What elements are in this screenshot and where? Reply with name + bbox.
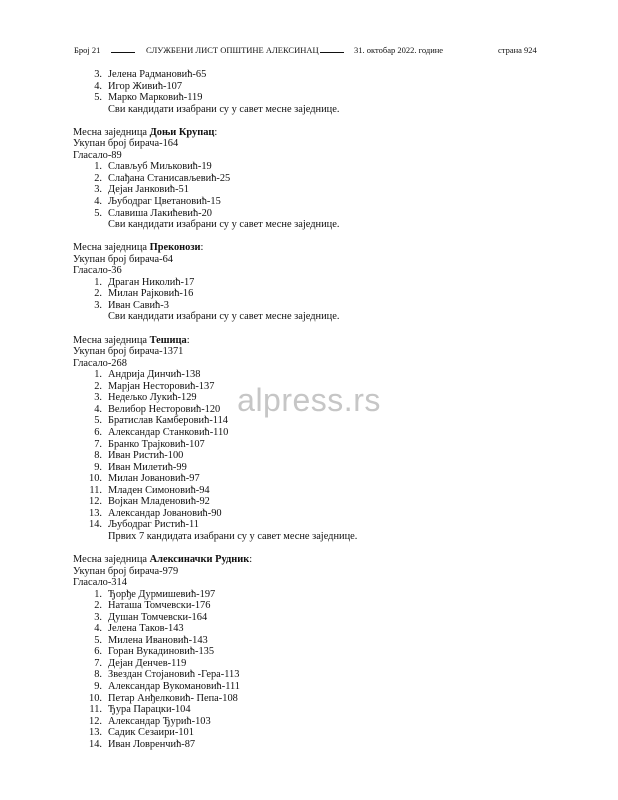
item-number: 12. [89, 715, 102, 727]
list-item [73, 496, 543, 508]
item-number: 13. [89, 727, 102, 739]
list-item [73, 173, 543, 185]
voters-total: Укупан број бирача-64 [73, 253, 173, 265]
item-number: 9. [94, 680, 102, 692]
list-item [73, 623, 543, 635]
list-item [73, 288, 543, 300]
community-heading [73, 335, 543, 347]
community-prefix: Месна заједница [73, 334, 150, 346]
item-text: Братислав Камберовић-114 [108, 415, 228, 427]
spacer [73, 323, 543, 335]
item-number: 1. [94, 161, 102, 173]
item-text: Милена Ивановић-143 [108, 634, 208, 646]
list-item [73, 727, 543, 739]
list-item [73, 693, 543, 705]
item-number: 2. [94, 380, 102, 392]
item-text: Иван Милетић-99 [108, 461, 187, 473]
spacer [73, 542, 543, 554]
item-number: 14. [89, 519, 102, 531]
votes-cast: Гласало-89 [73, 149, 122, 161]
page-number: страна 924 [498, 45, 537, 55]
community-prefix: Месна заједница [73, 126, 150, 138]
item-number: 5. [94, 207, 102, 219]
item-number: 4. [94, 403, 102, 415]
item-number: 3. [94, 69, 102, 80]
item-number: 5. [94, 92, 102, 104]
list-item [73, 612, 543, 624]
item-text: Младен Симоновић-94 [108, 484, 210, 496]
item-number: 6. [94, 426, 102, 438]
list-item [73, 450, 543, 462]
community-suffix: : [214, 126, 218, 138]
item-number: 5. [94, 634, 102, 646]
election-note: Првих 7 кандидата изабрани су у савет месне заједнице. [108, 530, 358, 542]
list-item [73, 300, 543, 312]
community-name: Алексиначки Рудник [149, 553, 250, 565]
item-text: Александар Јовановић-90 [108, 507, 222, 519]
item-text: Јелена Радмановић-65 [108, 69, 207, 80]
item-text: Марко Марковић-119 [108, 92, 203, 104]
item-number: 11. [89, 484, 102, 496]
item-text: Дејан Денчев-119 [108, 657, 187, 669]
list-item [73, 600, 543, 612]
item-number: 4. [94, 80, 102, 92]
item-number: 4. [94, 623, 102, 635]
community-suffix: : [200, 242, 204, 254]
voters-total: Укупан број бирача-1371 [73, 346, 184, 358]
spacer [73, 231, 543, 243]
item-text: Милан Јовановић-97 [108, 473, 200, 485]
item-number: 3. [94, 392, 102, 404]
item-text: Марјан Несторовић-137 [108, 380, 215, 392]
item-number: 2. [94, 172, 102, 184]
community-name: Преконози [149, 242, 201, 254]
item-text: Славиша Лакићевић-20 [108, 207, 212, 219]
list-item [73, 69, 543, 81]
item-number: 13. [89, 507, 102, 519]
item-number: 8. [94, 450, 102, 462]
election-note: Сви кандидати изабрани су у савет месне заједнице. [108, 311, 340, 323]
item-number: 3. [94, 299, 102, 311]
item-text: Иван Ристић-100 [108, 450, 184, 462]
community-prefix: Месна заједница [73, 553, 150, 565]
item-text: Слављуб Миљковић-19 [108, 161, 212, 173]
item-text: Љубодраг Ристић-11 [108, 519, 199, 531]
item-text: Иван Ловренчић-87 [108, 738, 196, 750]
item-text: Александар Ђурић-103 [108, 715, 211, 727]
list-item [73, 184, 543, 196]
item-number: 5. [94, 415, 102, 427]
item-number: 1. [94, 588, 102, 600]
list-item [73, 369, 543, 381]
item-text: Љубодраг Цветановић-15 [108, 196, 221, 208]
community-suffix: : [249, 553, 253, 565]
item-number: 3. [94, 184, 102, 196]
item-text: Велибор Несторовић-120 [108, 403, 221, 415]
item-text: Драган Николић-17 [108, 276, 195, 288]
item-text: Милан Рајковић-16 [108, 288, 194, 300]
list-item [73, 161, 543, 173]
item-number: 10. [89, 692, 102, 704]
item-text: Недељко Лукић-129 [108, 392, 197, 404]
list-item [73, 716, 543, 728]
item-number: 14. [89, 738, 102, 750]
votes-cast: Гласало-36 [73, 265, 122, 277]
item-text: Горан Вукадиновић-135 [108, 646, 215, 658]
community-prefix: Месна заједница [73, 242, 150, 254]
list-item [73, 589, 543, 601]
list-item [73, 81, 543, 93]
list-item [73, 519, 543, 531]
item-number: 1. [94, 369, 102, 381]
watermark: alpress.rs [237, 382, 381, 418]
item-number: 12. [89, 496, 102, 508]
spacer [73, 115, 543, 127]
list-item [73, 92, 543, 104]
community-heading [73, 127, 543, 139]
community-name: Тешица [149, 334, 187, 346]
item-text: Ђорђе Дурмишевић-197 [108, 588, 216, 600]
item-text: Звездан Стојановић -Гера-113 [108, 669, 240, 681]
item-number: 6. [94, 646, 102, 658]
item-text: Александар Станковић-110 [108, 426, 229, 438]
item-text: Дејан Јанковић-51 [108, 184, 189, 196]
item-text: Игор Живић-107 [108, 80, 183, 92]
list-item [73, 658, 543, 670]
list-item [73, 208, 543, 220]
item-text: Бранко Трајковић-107 [108, 438, 205, 450]
header-rule-left [111, 44, 135, 56]
item-text: Андрија Динчић-138 [108, 369, 201, 381]
list-item [73, 427, 543, 439]
election-note: Сви кандидати изабрани су у савет месне заједнице. [108, 103, 340, 115]
votes-cast: Гласало-268 [73, 357, 127, 369]
list-item [73, 635, 543, 647]
item-text: Иван Савић-3 [108, 299, 169, 311]
list-item [73, 669, 543, 681]
item-number: 11. [89, 704, 102, 716]
issue-number: Број 21 [74, 45, 101, 55]
election-note: Сви кандидати изабрани су у савет месне заједнице. [108, 219, 340, 231]
item-text: Александар Вукомановић-111 [108, 680, 241, 692]
item-text: Душан Томчевски-164 [108, 611, 208, 623]
item-number: 10. [89, 473, 102, 485]
list-item [73, 485, 543, 497]
item-number: 7. [94, 657, 102, 669]
item-text: Ђура Парацки-104 [108, 704, 191, 716]
voters-total: Укупан број бирача-979 [73, 565, 179, 577]
item-number: 4. [94, 196, 102, 208]
list-item [73, 508, 543, 520]
item-number: 9. [94, 461, 102, 473]
item-text: Садик Сезаири-101 [108, 727, 194, 739]
list-item [73, 439, 543, 451]
list-item [73, 462, 543, 474]
community-heading [73, 242, 543, 254]
list-item [73, 681, 543, 693]
item-number: 8. [94, 669, 102, 681]
header-rule-right [320, 44, 344, 56]
list-item [73, 473, 543, 485]
item-number: 2. [94, 600, 102, 612]
item-number: 7. [94, 438, 102, 450]
issue-date: 31. октобар 2022. године [354, 45, 444, 55]
list-item [73, 277, 543, 289]
item-text: Наташа Томчевски-176 [108, 600, 211, 612]
journal-title: СЛУЖБЕНИ ЛИСТ ОПШТИНЕ АЛЕКСИНАЦ [146, 45, 319, 55]
item-number: 1. [94, 276, 102, 288]
item-number: 3. [94, 611, 102, 623]
item-text: Слађана Станисављевић-25 [108, 172, 231, 184]
list-item [73, 704, 543, 716]
voters-total: Укупан број бирача-164 [73, 138, 179, 150]
list-item [73, 196, 543, 208]
item-text: Петар Анђелковић- Пепа-108 [108, 692, 238, 704]
item-text: Јелена Таков-143 [108, 623, 184, 635]
list-item [73, 739, 543, 751]
list-item [73, 646, 543, 658]
votes-cast: Гласало-314 [73, 577, 127, 589]
item-text: Војкан Младеновић-92 [108, 496, 210, 508]
community-name: Доњи Крупац [149, 126, 215, 138]
community-suffix: : [186, 334, 190, 346]
item-number: 2. [94, 288, 102, 300]
community-heading [73, 554, 543, 566]
